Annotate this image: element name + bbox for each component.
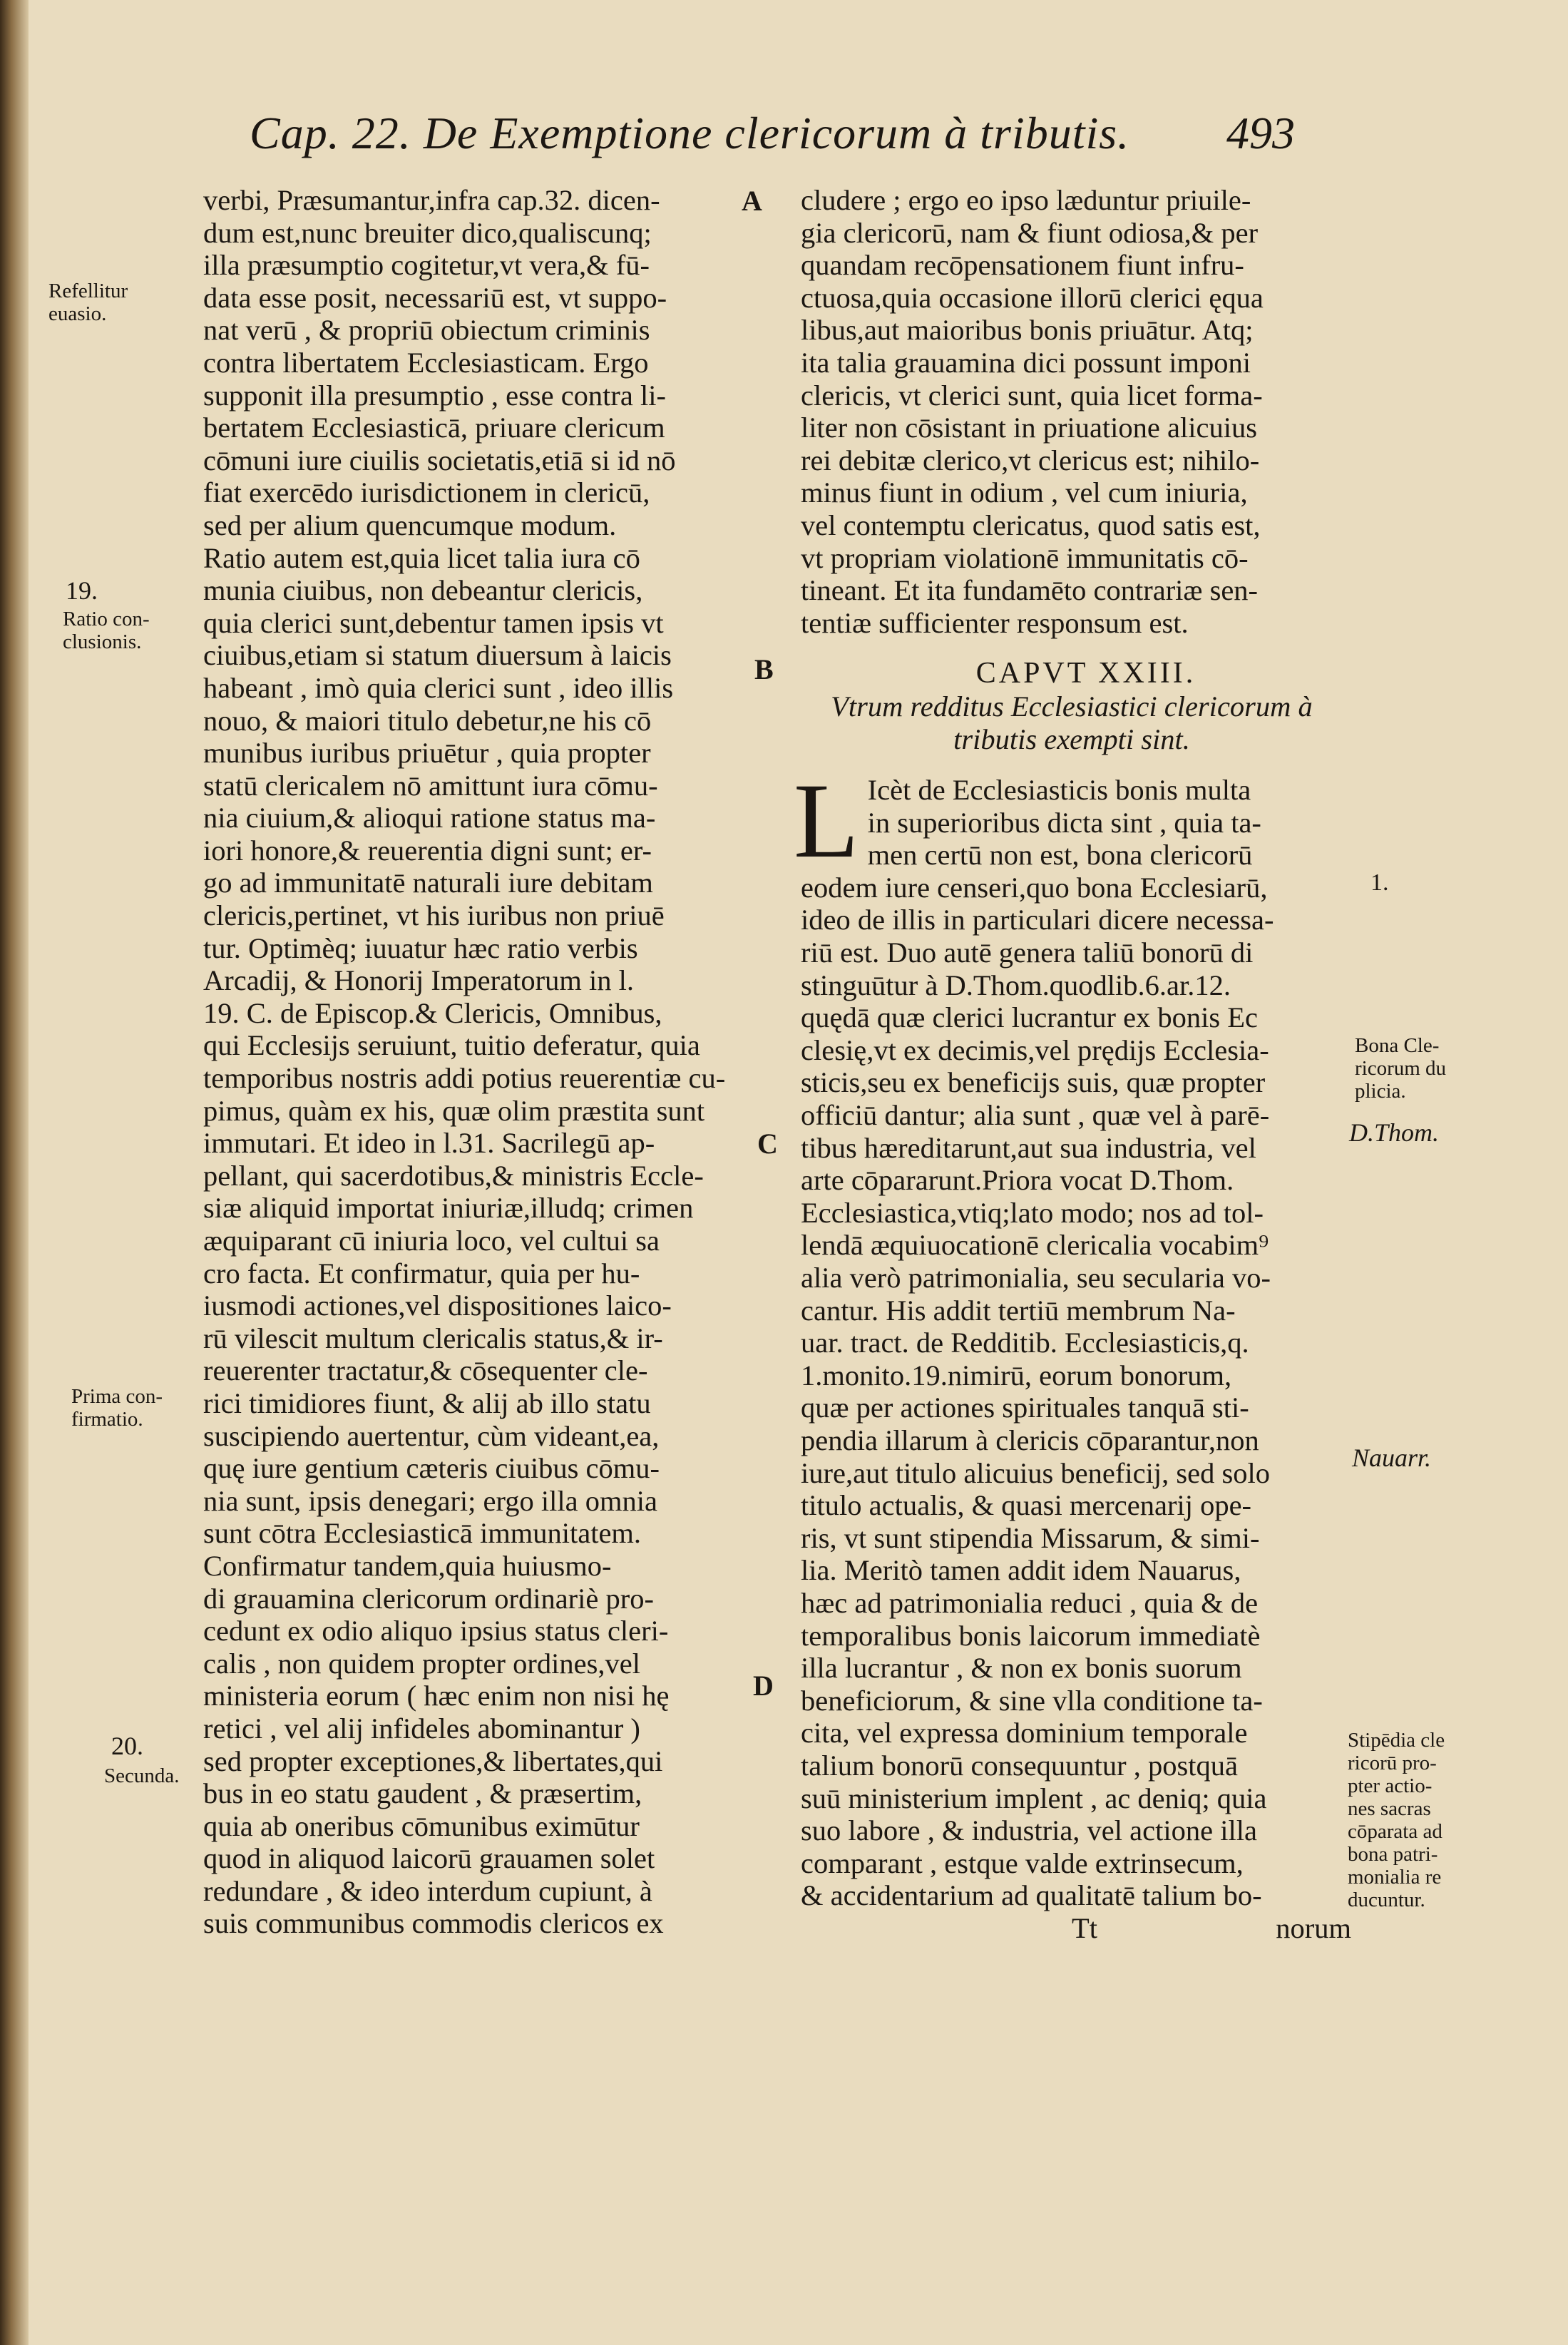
text-line: redundare , & ideo interdum cupiunt, à — [203, 1874, 652, 1907]
text-line: statū clericalem nō amittunt iura cōmu- — [203, 769, 658, 802]
drop-cap: L — [794, 762, 859, 881]
signature-line — [801, 1911, 1351, 1945]
text-line: & accidentarium ad qualitatē talium bo- — [801, 1879, 1262, 1912]
text-line: alia verò patrimonialia, seu secularia vo- — [801, 1262, 1271, 1294]
text-line: libus,aut maioribus bonis priuātur. Atq; — [801, 314, 1254, 347]
right-column — [794, 184, 1351, 1944]
text-line: vt propriam violationē immunitatis cō- — [801, 541, 1249, 574]
text-line: verbi, Præsumantur,infra cap.32. dicen- — [203, 184, 660, 216]
text-line: clesię,vt ex decimis,vel prędijs Ecclesia- — [801, 1033, 1269, 1066]
chapter-heading: CAPVT XXIII. — [975, 657, 1197, 690]
text-line: temporalibus bonis laicorum immediatè — [801, 1619, 1261, 1652]
text-line: tibus hæreditarunt,aut sua industria, vel — [801, 1131, 1256, 1164]
text-line: iure,aut titulo alicuius beneficij, sed solo — [801, 1456, 1270, 1489]
text-line: pimus, quàm ex his, quæ olim præstita sunt — [203, 1094, 705, 1127]
text-line: lendā æquiuocationē clericalia vocabim⁹ — [801, 1229, 1269, 1262]
text-line: hæc ad patrimonialia reduci , quia & de — [801, 1586, 1259, 1619]
text-line: quæ per actiones spirituales tanquā sti- — [801, 1391, 1249, 1424]
text-line: sed propter exceptiones,& libertates,qui — [203, 1744, 663, 1777]
text-line: suis communibus commodis clericos ex — [203, 1907, 664, 1940]
text-line: sed per alium quencumque modum. — [203, 509, 617, 541]
text-line: bus in eo statu gaudent , & præsertim, — [203, 1777, 642, 1810]
chapter-opening — [794, 762, 1343, 881]
text-line: arte cōpararunt.Priora vocat D.Thom. — [801, 1164, 1234, 1197]
catchword: norum — [1276, 1911, 1351, 1944]
text-line: pendia illarum à clericis cōparantur,non — [801, 1424, 1259, 1456]
text-line: immutari. Et ideo in l.31. Sacrilegū ap- — [203, 1127, 655, 1160]
running-header: Cap. 22. De Exemptione clericorum à tributis. — [250, 108, 1130, 158]
text-line: ita talia grauamina dici possunt imponi — [801, 346, 1251, 379]
text-line: iori honore,& reuerentia digni sunt; er- — [203, 834, 652, 867]
text-line: supponit illa presumptio , esse contra li- — [203, 379, 667, 412]
text-line: ciuibus,etiam si statum diuersum à laicis — [203, 639, 672, 672]
text-line: vel contemptu clericatus, quod satis est, — [801, 509, 1261, 541]
text-line: sticis,seu ex beneficijs suis, quæ propter — [801, 1066, 1266, 1099]
margin-note-secunda: Secunda. — [104, 1764, 180, 1787]
text-line: illa præsumptio cogitetur,vt vera,& fū- — [203, 249, 650, 282]
text-line: liter non cōsistant in priuatione alicuius — [801, 412, 1257, 444]
text-line: contra libertatem Ecclesiasticam. Ergo — [203, 346, 649, 379]
text-line: fiat exercēdo iurisdictionem in clericū, — [203, 476, 650, 509]
text-line: men certū non est, bona clericorū — [867, 839, 1253, 872]
text-line: officiū dantur; alia sunt , quæ vel à parē- — [801, 1099, 1270, 1132]
text-line: æquiparant cū iniuria loco, vel cultui sa — [203, 1225, 660, 1257]
text-line: habeant , imò quia clerici sunt , ideo illis — [203, 671, 674, 704]
text-line: talium bonorū consequuntur , postquā — [801, 1749, 1239, 1782]
text-line: tur. Optimèq; iuuatur hæc ratio verbis — [203, 931, 638, 964]
signature-mark: Tt — [1072, 1911, 1097, 1944]
text-line: iusmodi actiones,vel dispositiones laico- — [203, 1289, 672, 1322]
right-column-top — [801, 184, 1343, 639]
text-line: nia ciuium,& alioqui ratione status ma- — [203, 802, 656, 834]
text-line: quia ab oneribus cōmunibus eximūtur — [203, 1809, 640, 1842]
section-letter-d: D — [753, 1670, 774, 1702]
margin-number-20: 20. — [111, 1732, 143, 1760]
text-line: cōmuni iure ciuilis societatis,etiā si id nō — [203, 444, 676, 476]
margin-note-bona: Bona Cle- ricorum du plicia. — [1355, 1034, 1447, 1103]
text-line: nouo, & maiori titulo debetur,ne his cō — [203, 704, 652, 737]
text-line: clericis, vt clerici sunt, quia licet forma- — [801, 379, 1263, 412]
text-line: clericis,pertinet, vt his iuribus non priuē — [203, 899, 665, 932]
text-line: quia clerici sunt,debentur tamen ipsis vt — [203, 606, 664, 639]
text-line: nat verū , & propriū obiectum criminis — [203, 314, 650, 347]
margin-note-refellitur: Refellitur euasio. — [48, 280, 128, 325]
text-line: rei debitæ clerico,vt clericus est; nihilo- — [801, 444, 1260, 476]
text-line: data esse posit, necessariū est, vt suppo- — [203, 281, 667, 314]
text-line: ctuosa,quia occasione illorū clerici ęqua — [801, 281, 1264, 314]
right-column-body — [801, 872, 1343, 1912]
text-line: dum est,nunc breuiter dico,qualiscunq; — [203, 216, 652, 249]
text-line: ministeria eorum ( hæc enim non nisi hę — [203, 1680, 670, 1712]
section-letter-c: C — [757, 1128, 778, 1160]
text-line: beneficiorum, & sine vlla conditione ta- — [801, 1684, 1263, 1717]
text-line: lia. Meritò tamen addit idem Nauarus, — [801, 1554, 1241, 1587]
text-line: ris, vt sunt stipendia Missarum, & simi- — [801, 1521, 1260, 1554]
text-line: 1.monito.19.nimirū, eorum bonorum, — [801, 1359, 1232, 1391]
binding-gutter — [0, 0, 29, 2345]
margin-note-stipendia: Stipēdia cle ricorū pro- pter actio- nes sacras cōparata ad bona patri- monialia re ducuntur. — [1348, 1729, 1445, 1911]
text-line: cantur. His addit tertiū membrum Na- — [801, 1294, 1236, 1327]
text-line: gia clericorū, nam & fiunt odiosa,& per — [801, 216, 1259, 249]
text-line: 19. C. de Episcop.& Clericis, Omnibus, — [203, 996, 662, 1029]
text-line: quandam recōpensationem fiunt infru- — [801, 249, 1244, 282]
text-line: qui Ecclesijs seruiunt, tuitio deferatur, quia — [203, 1029, 700, 1062]
text-line: Ecclesiastica,vtiq;lato modo; nos ad tol- — [801, 1196, 1264, 1229]
text-line: di grauamina clericorum ordinariè pro- — [203, 1582, 654, 1615]
text-line: comparant , estque valde extrinsecum, — [801, 1846, 1244, 1879]
text-line: go ad immunitatē naturali iure debitam — [203, 867, 653, 899]
margin-note-ratio: Ratio con- clusionis. — [63, 608, 150, 653]
text-line: cludere ; ergo eo ipso læduntur priuile- — [801, 184, 1251, 216]
section-letter-a: A — [742, 185, 762, 217]
text-line: minus fiunt in odium , vel cum iniuria, — [801, 476, 1248, 509]
margin-number-1: 1. — [1370, 869, 1389, 896]
margin-ref-navarr: Nauarr. — [1352, 1444, 1432, 1472]
text-line: suo labore , & industria, vel actione illa — [801, 1814, 1257, 1847]
text-line: tineant. Et ita fundamēto contrariæ sen- — [801, 574, 1259, 607]
left-column — [203, 184, 759, 1940]
margin-number-19: 19. — [66, 576, 98, 605]
text-line: sunt cōtra Ecclesiasticā immunitatem. — [203, 1517, 642, 1550]
text-line: cro facta. Et confirmatur, quia per hu- — [203, 1257, 640, 1289]
text-line: rū vilescit multum clericalis status,& ir- — [203, 1322, 663, 1354]
text-line: nia sunt, ipsis denegari; ergo illa omnia — [203, 1484, 658, 1517]
text-line: uar. tract. de Redditib. Ecclesiasticis,q. — [801, 1327, 1249, 1359]
text-line: siæ aliquid importat iniuriæ,illudq; crimen — [203, 1192, 694, 1225]
text-line: Ratio autem est,quia licet talia iura cō — [203, 541, 640, 574]
section-letter-b: B — [754, 653, 774, 685]
text-line: ideo de illis in particulari dicere necessa- — [801, 904, 1274, 936]
text-line: rici timidiores fiunt, & alij ab illo statu — [203, 1386, 651, 1419]
text-line: pellant, qui sacerdotibus,& ministris Eccle- — [203, 1159, 704, 1192]
indented-lines — [801, 774, 1343, 872]
margin-note-prima: Prima con- firmatio. — [71, 1385, 163, 1431]
text-line: illa lucrantur , & non ex bonis suorum — [801, 1652, 1242, 1685]
text-line: Arcadij, & Honorij Imperatorum in l. — [203, 964, 634, 997]
margin-ref-thom: D.Thom. — [1349, 1118, 1440, 1147]
text-line: quę iure gentium cæteris ciuibus cōmu- — [203, 1452, 660, 1485]
text-line: Confirmatur tandem,quia huiusmo- — [203, 1549, 612, 1582]
text-line: quod in aliquod laicorū grauamen solet — [203, 1842, 655, 1875]
text-line: riū est. Duo autē genera taliū bonorū di — [801, 936, 1254, 969]
text-line: cedunt ex odio aliquo ipsius status cleri- — [203, 1615, 669, 1647]
page-number: 493 — [1226, 108, 1295, 158]
text-line: quędā quæ clerici lucrantur ex bonis Ec — [801, 1001, 1259, 1034]
text-line: calis , non quidem propter ordines,vel — [203, 1647, 640, 1680]
text-line: cita, vel expressa dominium temporale — [801, 1717, 1248, 1749]
text-line: munibus iuribus priuētur , quia propter — [203, 737, 651, 770]
text-line: titulo actualis, & quasi mercenarij ope- — [801, 1489, 1252, 1522]
text-line: eodem iure censeri,quo bona Ecclesiarū, — [801, 871, 1268, 904]
text-line: in superioribus dicta sint , quia ta- — [867, 806, 1261, 839]
text-line: suscipiendo auertentur, cùm videant,ea, — [203, 1419, 660, 1452]
text-line: stinguūtur à D.Thom.quodlib.6.ar.12. — [801, 969, 1231, 1001]
chapter-subtitle-line: Vtrum redditus Ecclesiastici clericorum à — [831, 690, 1313, 722]
text-line: reuerenter tractatur,& cōsequenter cle- — [203, 1354, 648, 1387]
text-line: bertatem Ecclesiasticā, priuare clericum — [203, 412, 665, 444]
text-line: retici , vel alij infideles abominantur ) — [203, 1712, 640, 1744]
text-line: munia ciuibus, non debeantur clericis, — [203, 574, 643, 607]
text-line: suū ministerium implent , ac deniq; quia — [801, 1782, 1267, 1814]
text-line: tentiæ sufficienter responsum est. — [801, 606, 1189, 639]
text-line: temporibus nostris addi potius reuerentiæ cu- — [203, 1062, 726, 1095]
text-line: Icèt de Ecclesiasticis bonis multa — [867, 774, 1251, 807]
chapter-subtitle-line: tributis exempti sint. — [953, 722, 1190, 755]
